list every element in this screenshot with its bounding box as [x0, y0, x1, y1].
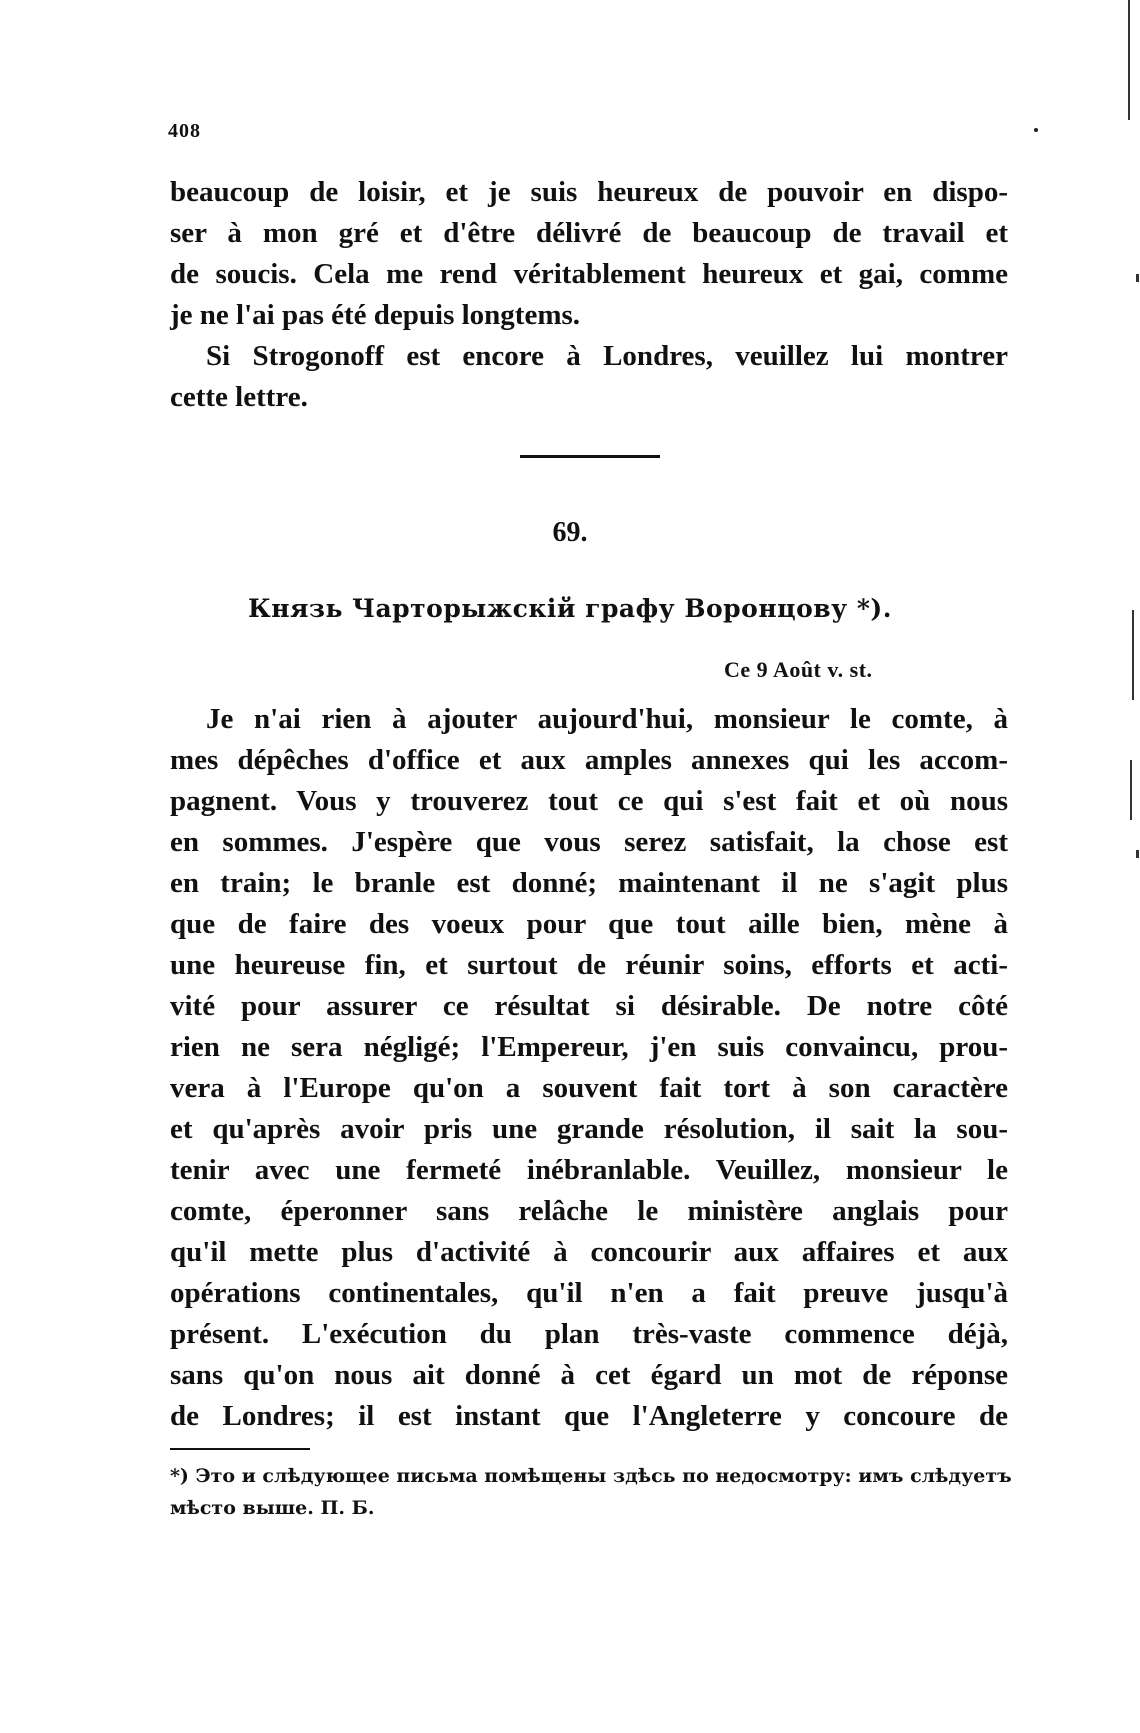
text-line: en train; le branle est donné; maintenant il ne s'agit plus: [170, 867, 1008, 899]
text-line: mes dépêches d'office et aux amples annexes qui les accom-: [170, 744, 1008, 776]
letter-dateline: Ce 9 Août v. st.: [724, 657, 873, 682]
letter-number: 69.: [552, 517, 588, 548]
text-line: ser à mon gré et d'être délivré de beaucoup de travail et: [170, 217, 1008, 249]
scan-edge-mark: [1128, 0, 1130, 120]
footnote-line: мѣсто выше. П. Б.: [170, 1497, 375, 1519]
text-line: comte, éperonner sans relâche le ministère anglais pour: [170, 1195, 1008, 1227]
footnote-line: *) Это и слѣдующее письма помѣщены здѣсь по недосмотру: имъ слѣдуетъ: [170, 1465, 1012, 1487]
text-line: vité pour assurer ce résultat si désirable. De notre côté: [170, 990, 1008, 1022]
scan-edge-mark: [1136, 850, 1139, 858]
text-line: que de faire des voeux pour que tout aille bien, mène à: [170, 908, 1008, 940]
text-line: je ne l'ai pas été depuis longtems.: [170, 299, 581, 331]
text-line: tenir avec une fermeté inébranlable. Veuillez, monsieur le: [170, 1154, 1008, 1186]
text-line: une heureuse fin, et surtout de réunir soins, efforts et acti-: [170, 949, 1008, 981]
text-line: qu'il mette plus d'activité à concourir aux affaires et aux: [170, 1236, 1008, 1268]
text-line: vera à l'Europe qu'on a souvent fait tort à son caractère: [170, 1072, 1008, 1104]
text-line: beaucoup de loisir, et je suis heureux de pouvoir en dispo-: [170, 176, 1008, 208]
text-line: sans qu'on nous ait donné à cet égard un mot de réponse: [170, 1359, 1008, 1391]
scan-edge-mark: [1130, 760, 1132, 820]
corner-dot: [1034, 128, 1038, 132]
section-divider: [520, 455, 660, 458]
text-line: cette lettre.: [170, 381, 308, 413]
text-line: Si Strogonoff est encore à Londres, veuillez lui montrer: [206, 340, 1008, 372]
text-line: rien ne sera négligé; l'Empereur, j'en suis convaincu, prou-: [170, 1031, 1008, 1063]
footnote-divider: [170, 1448, 310, 1450]
page-number: 408: [168, 120, 201, 142]
text-line: et qu'après avoir pris une grande résolution, il sait la sou-: [170, 1113, 1008, 1145]
text-line: de Londres; il est instant que l'Angleterre y concoure de: [170, 1400, 1008, 1432]
text-line: de soucis. Cela me rend véritablement heureux et gai, comme: [170, 258, 1008, 290]
text-line: pagnent. Vous y trouverez tout ce qui s'est fait et où nous: [170, 785, 1008, 817]
letter-heading: Князь Чарторыжскій графу Воронцову *).: [248, 594, 892, 623]
text-line: en sommes. J'espère que vous serez satisfait, la chose est: [170, 826, 1008, 858]
scan-edge-mark: [1136, 274, 1139, 282]
text-line: opérations continentales, qu'il n'en a fait preuve jusqu'à: [170, 1277, 1008, 1309]
text-line: présent. L'exécution du plan très-vaste commence déjà,: [170, 1318, 1008, 1350]
scan-edge-mark: [1132, 610, 1134, 700]
text-line: Je n'ai rien à ajouter aujourd'hui, monsieur le comte, à: [206, 703, 1008, 735]
